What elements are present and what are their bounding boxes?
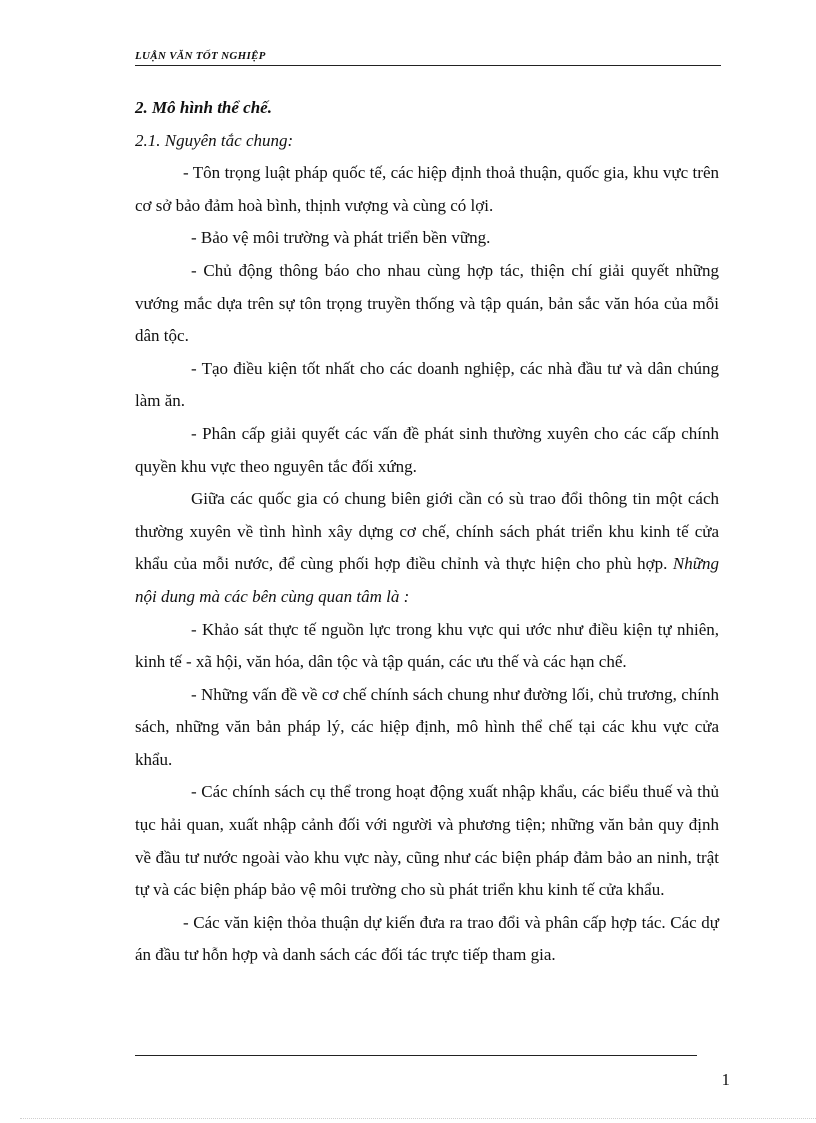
page-edge-divider bbox=[20, 1118, 816, 1119]
principle-item: - Bảo vệ môi trường và phát triển bền vững. bbox=[191, 228, 491, 248]
principle-item: - Tôn trọng luật pháp quốc tế, các hiệp định thoả thuận, quốc gia, khu vực trên cơ sở bảo đảm hoà bình, thịnh vượng và cùng có lợi. bbox=[135, 163, 719, 215]
intro-paragraph bbox=[135, 483, 719, 613]
header-rule bbox=[135, 65, 721, 66]
page-number: 1 bbox=[721, 1070, 730, 1089]
topic-item: - Các chính sách cụ thể trong hoạt động xuất nhập khẩu, các biểu thuế và thủ tục hải quan, xuất nhập cảnh đối với người và phương tiện; những văn bản quy định về đầu tư nước ngoài vào khu vực này, cũng như các biện pháp đảm bảo an ninh, trật tự và các biện pháp bảo vệ môi trường cho sù phát triển khu kinh tế cửa khẩu. bbox=[135, 782, 719, 900]
principle-item: - Phân cấp giải quyết các vấn đề phát sinh thường xuyên cho các cấp chính quyền khu vực theo nguyên tắc đối xứng. bbox=[135, 423, 719, 476]
principle-item: - Chủ động thông báo cho nhau cùng hợp tác, thiện chí giải quyết những vướng mắc dựa trên sự tôn trọng truyền thống và tập quán, bản sắc văn hóa của mỗi dân tộc. bbox=[135, 260, 719, 346]
topic-item: - Khảo sát thực tế nguồn lực trong khu vực qui ước như điều kiện tự nhiên, kinh tế - xã hội, văn hóa, dân tộc và tập quán, các ưu thế và các hạn chế. bbox=[135, 619, 719, 672]
subsection-heading: 2.1. Nguyên tắc chung: bbox=[135, 130, 294, 150]
intro-text: Giữa các quốc gia có chung biên giới cần có sù trao đổi thông tin một cách thường xuyên về tình hình xây dựng cơ chế, chính sách phát triển khu kinh tế cửa khẩu của mỗi nước, để cùng phối hợp điều chỉnh và thực hiện cho phù hợp. bbox=[135, 489, 719, 574]
document-body bbox=[135, 92, 719, 972]
section-heading: 2. Mô hình thể chế. bbox=[135, 98, 272, 117]
intro-emphasis: Những nội dung mà các bên cùng quan tâm là : bbox=[135, 554, 719, 606]
principle-item: - Tạo điều kiện tốt nhất cho các doanh nghiệp, các nhà đầu tư và dân chúng làm ăn. bbox=[135, 358, 719, 411]
topic-item: - Những vấn đề về cơ chế chính sách chung như đường lối, chủ trương, chính sách, những văn bản pháp lý, các hiệp định, mô hình thể chế tại các khu vực cửa khẩu. bbox=[135, 684, 719, 769]
closing-paragraph: - Các văn kiện thỏa thuận dự kiến đưa ra trao đổi và phân cấp hợp tác. Các dự án đầu tư hỗn hợp và danh sách các đối tác trực tiếp tham gia. bbox=[135, 912, 719, 965]
running-header: LUẬN VĂN TỐT NGHIỆP bbox=[135, 50, 266, 62]
footer-rule bbox=[135, 1055, 697, 1056]
